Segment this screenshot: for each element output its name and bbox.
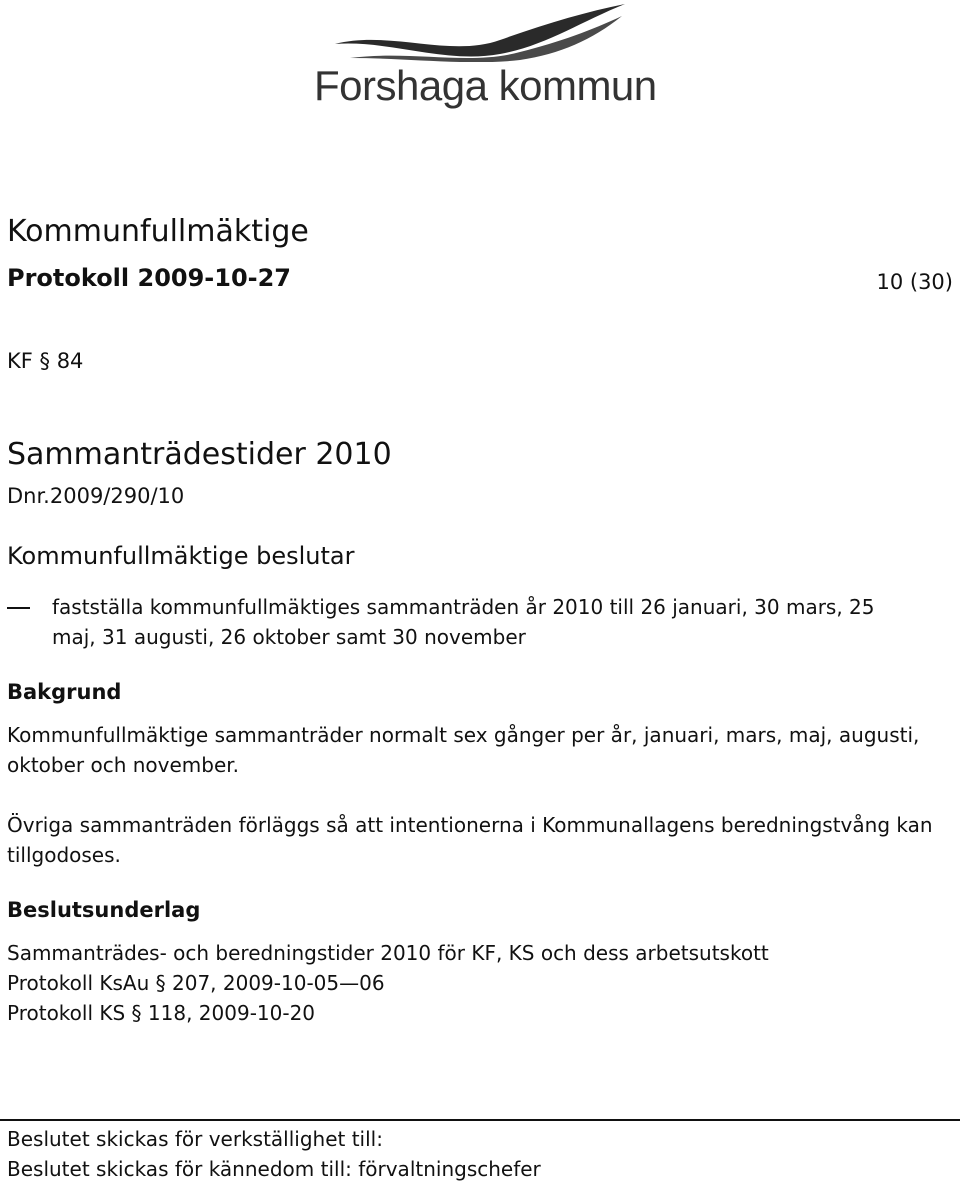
- page-number: 10 (30): [876, 270, 953, 294]
- document-title: Kommunfullmäktige: [7, 214, 309, 249]
- basis-item: Sammanträdes- och beredningstider 2010 för KF, KS och dess arbetsutskott: [7, 941, 769, 965]
- footer-execution: Beslutet skickas för verkställighet till:: [7, 1127, 383, 1151]
- background-heading: Bakgrund: [7, 680, 122, 704]
- footer-notice: Beslutet skickas för kännedom till: förvaltningschefer: [7, 1157, 541, 1181]
- diary-number: Dnr.2009/290/10: [7, 484, 185, 508]
- footer: [7, 1124, 541, 1184]
- section-title: Sammanträdestider 2010: [7, 437, 392, 472]
- basis-heading: Beslutsunderlag: [7, 898, 201, 922]
- dash-bullet-icon: [7, 607, 30, 609]
- basis-item: Protokoll KS § 118, 2009-10-20: [7, 1001, 316, 1025]
- wave-swoosh-icon: [330, 0, 630, 62]
- basis-item: Protokoll KsAu § 207, 2009-10-05—06: [7, 971, 385, 995]
- decision-heading: Kommunfullmäktige beslutar: [7, 542, 355, 570]
- background-paragraph: Övriga sammanträden förläggs så att intentionerna i Kommunallagens beredningstvång kan tillgodoses.: [7, 813, 933, 867]
- decision-bullet: fastställa kommunfullmäktiges sammanträden år 2010 till 26 januari, 30 mars, 25 maj, 31 augusti, 26 oktober samt 30 november: [52, 595, 875, 649]
- footer-divider: [0, 1119, 960, 1121]
- protocol-date: Protokoll 2009-10-27: [7, 264, 292, 292]
- paragraph-reference: KF § 84: [7, 349, 84, 373]
- logo-text: Forshaga kommun: [314, 62, 657, 109]
- background-paragraph: Kommunfullmäktige sammanträder normalt sex gånger per år, januari, mars, maj, augusti, oktober och november.: [7, 723, 920, 777]
- basis-list: [7, 938, 769, 1028]
